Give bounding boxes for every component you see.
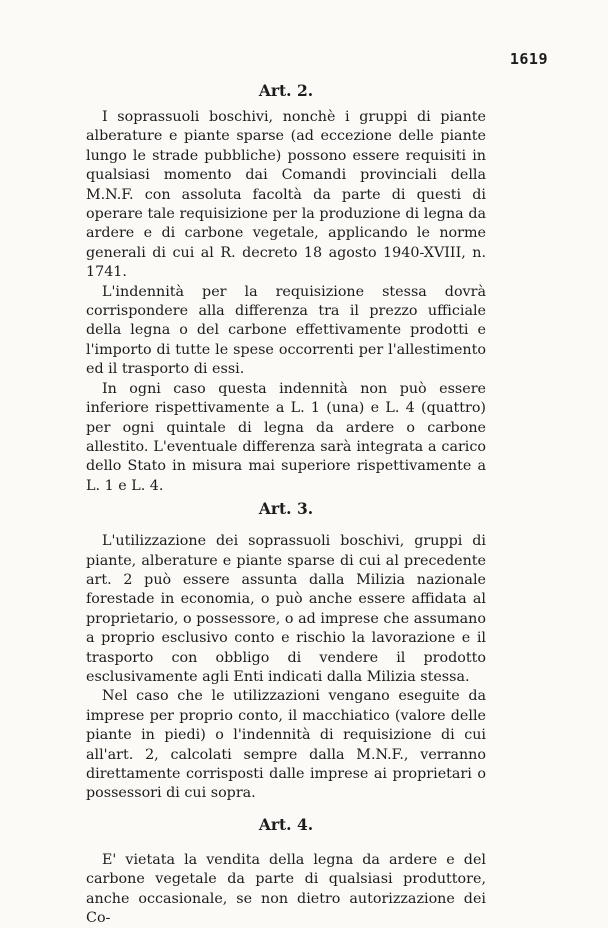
document-body (86, 78, 486, 928)
article-paragraph: L'indennità per la requisizione stessa dovrà corrispondere alla differenza tra il prezzo ufficiale della legna o del carbone effettivamente prodotti e l'importo di tutte le spese occorrenti per l'allestimento ed il trasporto di essi. (86, 283, 486, 378)
article-paragraph: E' vietata la vendita della legna da ardere e del carbone vegetale da parte di qualsiasi produttore, anche occasionale, se non dietro autorizzazione dei Co- (86, 851, 486, 927)
page-number: 1619 (509, 50, 548, 68)
article-heading: Art. 3. (258, 499, 314, 519)
article-heading: Art. 4. (258, 814, 314, 834)
article-paragraph: L'utilizzazione dei soprassuoli boschivi, gruppi di piante, alberature e piante sparse di cui al precedente art. 2 può essere assunta dalla Milizia nazionale forestade in economia, o può anche essere affidata al proprietario, o possessore, o ad imprese che assumano a proprio esclusivo conto e rischio la lavorazione e il trasporto con obbligo di vendere il prodotto esclusivamente agli Enti indicati dalla Milizia stessa. (86, 533, 486, 685)
article-2 (86, 78, 486, 496)
article-heading: Art. 2. (258, 81, 314, 100)
article-paragraph: In ogni caso questa indennità non può essere inferiore rispettivamente a L. 1 (una) e L. 4 (quattro) per ogni quintale di legna da ardere o carbone allestito. L'eventuale differenza sarà integrata a carico dello Stato in misura mai superiore rispettivamente a L. 1 e L. 4. (86, 380, 486, 494)
article-paragraph: I soprassuoli boschivi, nonchè i gruppi di piante alberature e piante sparse (ad eccezione delle piante lungo le strade pubbliche) possono essere requisiti in qualsiasi momento dai Comandi provinciali della M.N.F. con assoluta facoltà da parte di questi di operare tale requisizione per la produzione di legna da ardere e di carbone vegetale, applicando le norme generali di cui al R. decreto 18 agosto 1940-XVIII, n. 1741. (86, 109, 486, 281)
article-4 (86, 814, 486, 928)
article-paragraph: Nel caso che le utilizzazioni vengano eseguite da imprese per proprio conto, il macchiatico (valore delle piante in piedi) o l'indennità di requisizione di cui all'art. 2, calcolati sempre dalla M.N.F., verranno direttamente corrisposti dalle imprese ai proprietari o possessori di cui sopra. (86, 688, 486, 802)
article-3 (86, 499, 486, 804)
